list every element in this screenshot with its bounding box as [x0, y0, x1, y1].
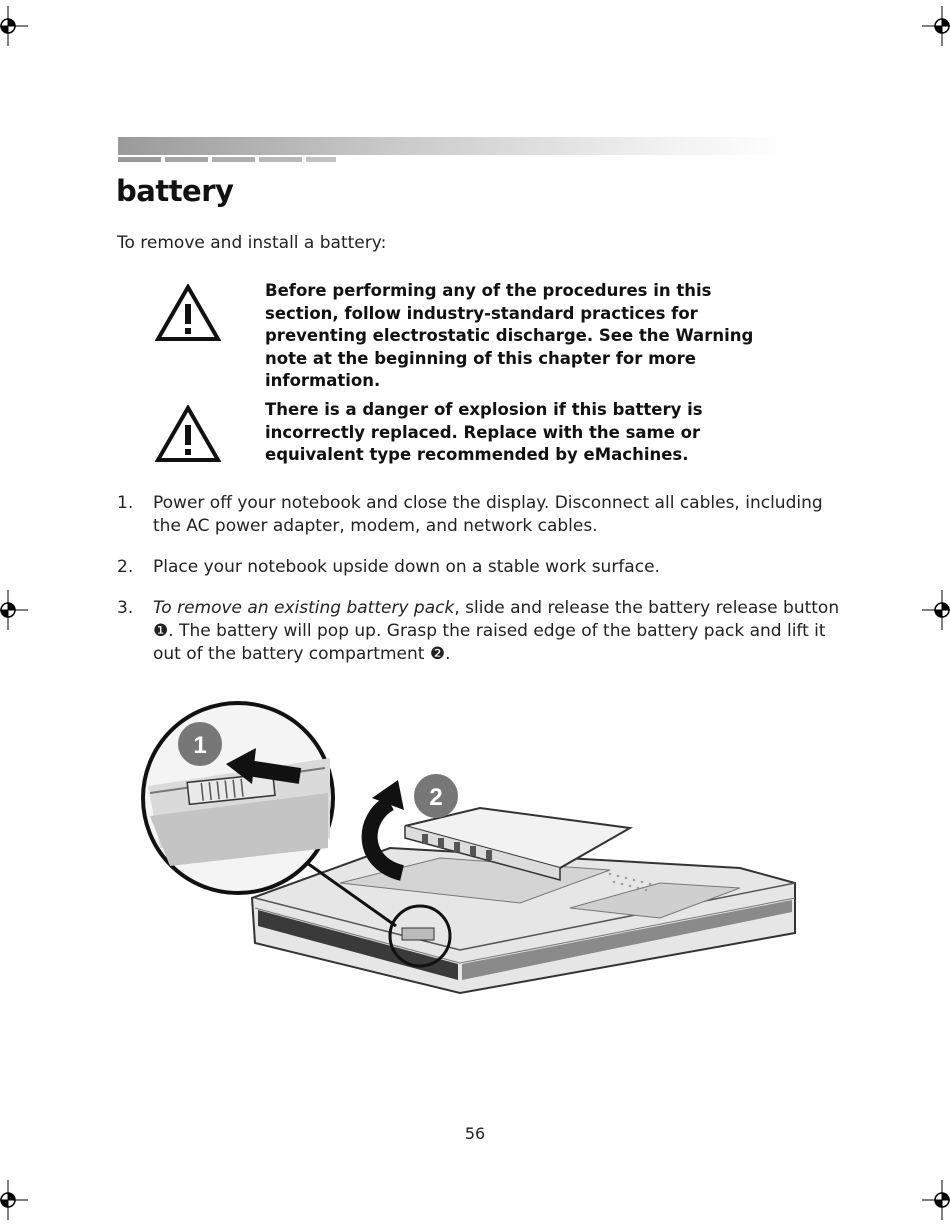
page-number: 56 [464, 1124, 486, 1143]
step-text-part: . [445, 644, 451, 664]
callout-2-label: 2 [429, 784, 443, 811]
step-number: 3. [117, 598, 134, 618]
callout-marker-2: ❷ [429, 644, 446, 664]
step-text: Power off your notebook and close the display. Disconnect all cables, including the AC power adapter, modem, and network cables. [153, 493, 823, 536]
battery-removal-illustration [140, 698, 800, 998]
step-text-part: , slide and release the battery release button [454, 598, 840, 618]
section-header-dashes [118, 157, 336, 162]
callout-marker-1: ❶ [153, 621, 169, 641]
callout-1-label: 1 [193, 732, 207, 759]
registration-mark-icon [0, 590, 28, 630]
warning-triangle-icon [155, 405, 221, 463]
registration-mark-icon [0, 6, 28, 46]
step-number: 1. [117, 493, 134, 513]
step-text: Place your notebook upside down on a stable work surface. [153, 557, 660, 577]
registration-mark-icon [922, 590, 950, 630]
registration-mark-icon [922, 6, 950, 46]
registration-mark-icon [922, 1180, 950, 1220]
section-title: battery [116, 174, 234, 208]
intro-text: To remove and install a battery: [117, 233, 387, 253]
warning-text: There is a danger of explosion if this battery is incorrectly replaced. Replace with the same or equivalent type recommended by eMachines. [265, 400, 703, 464]
warning-text: Before performing any of the procedures in this section, follow industry-standard practices for preventing electrostatic discharge. See the Warning note at the beginning of this chapter for more information. [265, 281, 754, 390]
step-text-part: . The battery will pop up. Grasp the raised edge of the battery pack and lift it out of the battery compartment [153, 621, 826, 664]
warning-triangle-icon [155, 284, 221, 342]
registration-mark-icon [0, 1180, 28, 1220]
section-header-bar [118, 137, 788, 155]
step-text [153, 597, 843, 666]
step-number: 2. [117, 557, 134, 577]
step-italic-lead: To remove an existing battery pack [153, 598, 455, 618]
